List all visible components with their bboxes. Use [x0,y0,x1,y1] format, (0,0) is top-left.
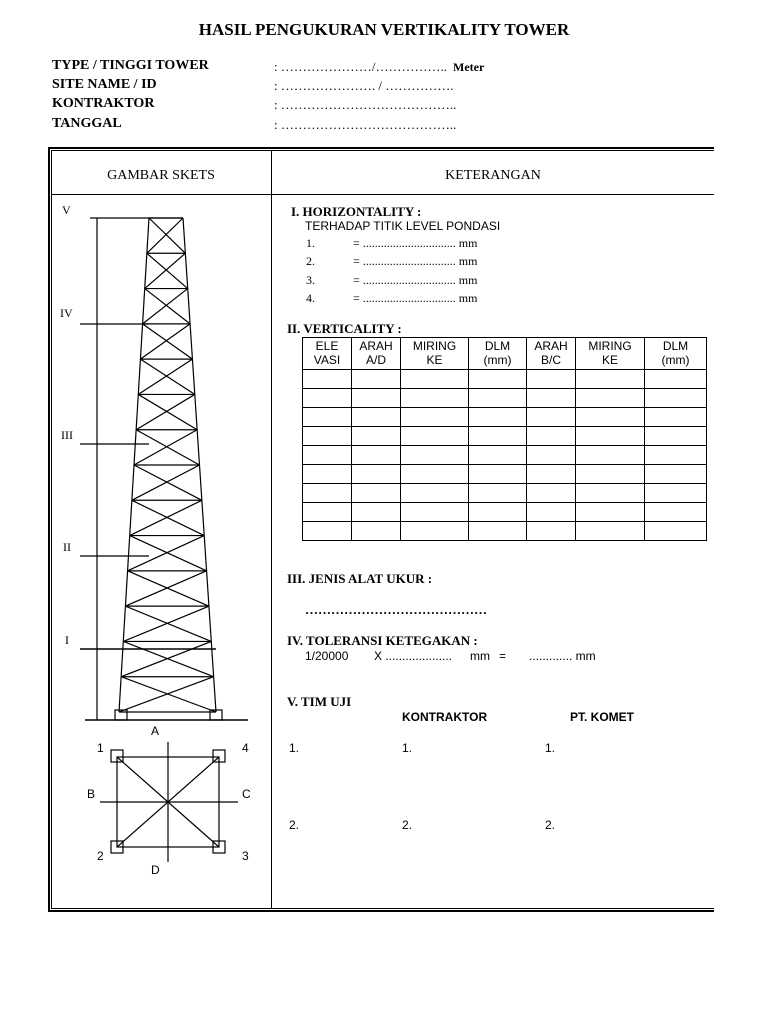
kontraktor-label: KONTRAKTOR [52,96,155,111]
verticality-cell[interactable] [352,427,401,446]
level-label-v: V [62,203,71,217]
verticality-cell[interactable] [527,370,576,389]
horizontality-item-num: 2. [306,254,315,268]
column-header-miring-ke: MIRING KE [401,338,469,370]
header-row-divider [51,194,714,195]
verticality-cell[interactable] [401,465,469,484]
toleransi-result: ............. mm [529,649,596,663]
verticality-cell[interactable] [645,503,707,522]
verticality-cell[interactable] [352,446,401,465]
verticality-cell[interactable] [576,389,645,408]
type-tinggi-value: : …………………/…………….. [274,59,447,74]
horizontality-heading: I. HORIZONTALITY : [291,204,422,219]
verticality-row [303,427,707,446]
verticality-cell[interactable] [352,484,401,503]
tim-uji-heading: V. TIM UJI [287,694,352,709]
tim-uji-number: 2. [289,818,300,832]
verticality-row [303,503,707,522]
verticality-cell[interactable] [527,427,576,446]
verticality-row [303,522,707,541]
verticality-cell[interactable] [527,446,576,465]
column-divider [271,150,272,909]
verticality-row [303,465,707,484]
column-head-keterangan: KETERANGAN [445,168,541,183]
verticality-row [303,446,707,465]
toleransi-ratio: 1/20000 [305,649,349,663]
verticality-cell[interactable] [469,446,527,465]
side-label-c: C [242,787,251,801]
corner-label-1: 1 [97,741,104,755]
verticality-cell[interactable] [527,522,576,541]
site-name-value: : …………………. / ……………. [274,78,454,93]
verticality-cell[interactable] [303,370,352,389]
verticality-cell[interactable] [401,484,469,503]
level-label-iii: III [61,428,73,442]
verticality-cell[interactable] [645,408,707,427]
verticality-heading: II. VERTICALITY : [287,321,402,336]
horizontality-item-num: 4. [306,291,315,305]
verticality-cell[interactable] [469,522,527,541]
verticality-cell[interactable] [576,484,645,503]
column-header-dlm-mm: DLM (mm) [469,338,527,370]
page-title: HASIL PENGUKURAN VERTIKALITY TOWER [198,20,570,39]
level-label-iv: IV [60,306,73,320]
verticality-row [303,408,707,427]
verticality-cell[interactable] [469,484,527,503]
verticality-cell[interactable] [469,408,527,427]
verticality-header-row [303,338,707,370]
alat-ukur-value: …………………………………… [305,602,487,617]
tanggal-value: : ………………………………….. [274,117,457,132]
toleransi-times: X .................... [374,649,453,663]
verticality-cell[interactable] [401,370,469,389]
side-label-a: A [151,724,160,738]
verticality-cell[interactable] [527,503,576,522]
site-name-label: SITE NAME / ID [52,77,157,92]
column-header-miring-ke: MIRING KE [576,338,645,370]
verticality-cell[interactable] [645,370,707,389]
side-label-d: D [151,863,160,877]
verticality-table [302,337,707,541]
verticality-cell[interactable] [469,370,527,389]
verticality-cell[interactable] [401,389,469,408]
verticality-cell[interactable] [352,503,401,522]
verticality-row [303,370,707,389]
tim-uji-number: 1. [545,741,556,755]
verticality-row [303,389,707,408]
verticality-cell[interactable] [576,408,645,427]
horizontality-item-value: = ............................... mm [353,236,478,250]
horizontality-item-num: 1. [306,236,315,250]
corner-label-4: 4 [242,741,249,755]
verticality-row [303,484,707,503]
verticality-cell[interactable] [469,427,527,446]
tim-uji-number: 1. [402,741,413,755]
level-label-ii: II [63,540,71,554]
verticality-cell[interactable] [401,446,469,465]
verticality-cell[interactable] [303,522,352,541]
horizontality-item-value: = ............................... mm [353,254,478,268]
verticality-cell[interactable] [645,484,707,503]
verticality-cell[interactable] [303,503,352,522]
verticality-cell[interactable] [352,522,401,541]
verticality-cell[interactable] [576,427,645,446]
horizontality-item-value: = ............................... mm [353,273,478,287]
verticality-cell[interactable] [645,446,707,465]
tanggal-label: TANGGAL [52,116,122,131]
column-header-dlm-mm: DLM (mm) [645,338,707,370]
horizontality-subtitle: TERHADAP TITIK LEVEL PONDASI [305,219,501,233]
verticality-cell[interactable] [303,446,352,465]
column-header-elevasi: ELE VASI [303,338,352,370]
column-header-arah-bc: ARAH B/C [527,338,576,370]
verticality-cell[interactable] [352,465,401,484]
verticality-cell[interactable] [401,408,469,427]
corner-label-3: 3 [242,849,249,863]
verticality-cell[interactable] [527,465,576,484]
toleransi-unit: mm [470,649,490,663]
verticality-cell[interactable] [576,503,645,522]
column-header-arah-ad: ARAH A/D [352,338,401,370]
verticality-cell[interactable] [352,370,401,389]
toleransi-equals: = [499,649,507,663]
meter-unit: Meter [453,60,485,74]
kontraktor-value: : ………………………………….. [274,97,457,112]
verticality-cell[interactable] [576,465,645,484]
tim-uji-number: 1. [289,741,300,755]
verticality-cell[interactable] [352,389,401,408]
alat-ukur-heading: III. JENIS ALAT UKUR : [287,571,433,586]
verticality-cell[interactable] [303,389,352,408]
toleransi-heading: IV. TOLERANSI KETEGAKAN : [287,633,478,648]
verticality-cell[interactable] [303,484,352,503]
verticality-cell[interactable] [469,389,527,408]
verticality-cell[interactable] [401,503,469,522]
verticality-cell[interactable] [469,503,527,522]
verticality-cell[interactable] [576,522,645,541]
verticality-cell[interactable] [645,427,707,446]
verticality-cell[interactable] [303,465,352,484]
verticality-cell[interactable] [352,408,401,427]
horizontality-item-num: 3. [306,273,315,287]
verticality-cell[interactable] [527,389,576,408]
verticality-cell[interactable] [401,427,469,446]
tim-uji-kontraktor-header: KONTRAKTOR [402,710,488,724]
verticality-cell[interactable] [527,408,576,427]
tim-uji-number: 2. [545,818,556,832]
corner-label-2: 2 [97,849,104,863]
verticality-cell[interactable] [576,370,645,389]
verticality-cell[interactable] [645,522,707,541]
tower-sketch [52,196,270,866]
verticality-cell[interactable] [401,522,469,541]
tim-uji-number: 2. [402,818,413,832]
verticality-cell[interactable] [469,465,527,484]
verticality-cell[interactable] [645,465,707,484]
tim-uji-komet-header: PT. KOMET [570,710,635,724]
verticality-cell[interactable] [576,446,645,465]
type-tinggi-label: TYPE / TINGGI TOWER [52,58,209,73]
horizontality-item-value: = ............................... mm [353,291,478,305]
level-label-i: I [65,633,69,647]
verticality-cell[interactable] [303,427,352,446]
verticality-cell[interactable] [527,484,576,503]
side-label-b: B [87,787,96,801]
verticality-cell[interactable] [645,389,707,408]
verticality-cell[interactable] [303,408,352,427]
column-head-gambar: GAMBAR SKETS [107,168,215,183]
